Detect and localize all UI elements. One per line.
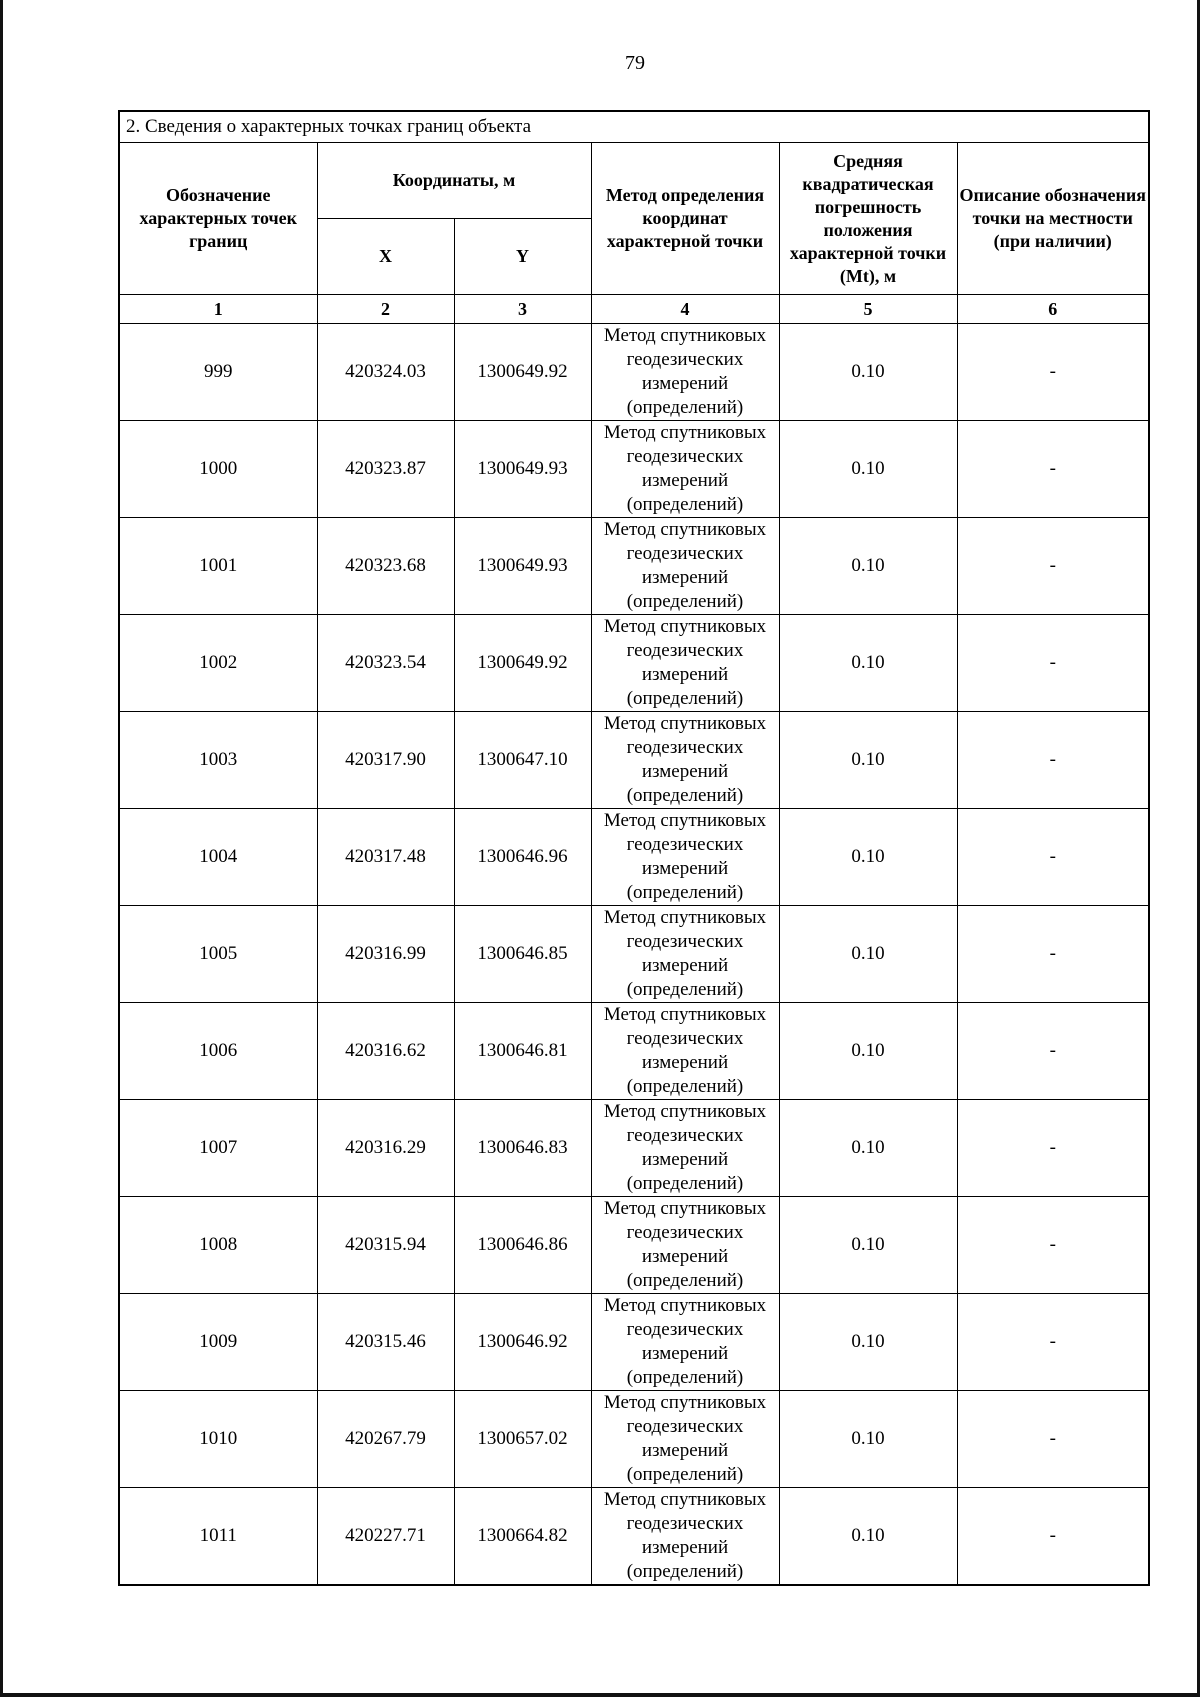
table-row xyxy=(119,712,1149,809)
table-row xyxy=(119,1100,1149,1197)
mean-square-error: 0.10 xyxy=(779,518,957,615)
point-description: - xyxy=(957,809,1149,906)
determination-method: Метод спутниковых геодезических измерений (определений) xyxy=(591,1197,779,1294)
point-description: - xyxy=(957,1197,1149,1294)
point-designation: 1002 xyxy=(119,615,317,712)
coordinate-x: 420317.90 xyxy=(317,712,454,809)
header-x: X xyxy=(317,219,454,295)
point-designation: 1007 xyxy=(119,1100,317,1197)
point-description: - xyxy=(957,1488,1149,1586)
page-number: 79 xyxy=(625,52,645,74)
coordinate-x: 420316.62 xyxy=(317,1003,454,1100)
coordinate-y: 1300649.92 xyxy=(454,324,591,421)
column-number: 1 xyxy=(119,295,317,324)
determination-method: Метод спутниковых геодезических измерений (определений) xyxy=(591,1294,779,1391)
header-description: Описание обозначения точки на местности (при наличии) xyxy=(957,143,1149,295)
point-designation: 1003 xyxy=(119,712,317,809)
coordinate-y: 1300646.86 xyxy=(454,1197,591,1294)
table-row xyxy=(119,1488,1149,1586)
point-description: - xyxy=(957,1294,1149,1391)
table-row xyxy=(119,1391,1149,1488)
point-description: - xyxy=(957,324,1149,421)
point-designation: 1006 xyxy=(119,1003,317,1100)
coordinate-x: 420267.79 xyxy=(317,1391,454,1488)
column-number: 3 xyxy=(454,295,591,324)
coordinate-x: 420316.29 xyxy=(317,1100,454,1197)
point-description: - xyxy=(957,1391,1149,1488)
point-description: - xyxy=(957,1100,1149,1197)
coordinate-y: 1300646.85 xyxy=(454,906,591,1003)
point-designation: 1009 xyxy=(119,1294,317,1391)
determination-method: Метод спутниковых геодезических измерений (определений) xyxy=(591,615,779,712)
table-row xyxy=(119,518,1149,615)
header-coordinates: Координаты, м xyxy=(317,143,591,219)
determination-method: Метод спутниковых геодезических измерений (определений) xyxy=(591,518,779,615)
coordinate-x: 420227.71 xyxy=(317,1488,454,1586)
column-number: 4 xyxy=(591,295,779,324)
point-description: - xyxy=(957,421,1149,518)
coordinate-x: 420324.03 xyxy=(317,324,454,421)
determination-method: Метод спутниковых геодезических измерений (определений) xyxy=(591,1488,779,1586)
table-row xyxy=(119,421,1149,518)
coordinate-y: 1300646.92 xyxy=(454,1294,591,1391)
determination-method: Метод спутниковых геодезических измерений (определений) xyxy=(591,1003,779,1100)
coordinate-y: 1300664.82 xyxy=(454,1488,591,1586)
coordinate-x: 420323.87 xyxy=(317,421,454,518)
coordinate-y: 1300646.96 xyxy=(454,809,591,906)
header-method: Метод определения координат характерной точки xyxy=(591,143,779,295)
point-designation: 1011 xyxy=(119,1488,317,1586)
scan-border-left xyxy=(0,0,3,1697)
point-designation: 999 xyxy=(119,324,317,421)
coordinate-y: 1300649.92 xyxy=(454,615,591,712)
coordinate-x: 420315.94 xyxy=(317,1197,454,1294)
mean-square-error: 0.10 xyxy=(779,324,957,421)
scan-border-bottom xyxy=(0,1693,1200,1697)
table-title: 2. Сведения о характерных точках границ объекта xyxy=(119,111,1149,143)
mean-square-error: 0.10 xyxy=(779,1197,957,1294)
determination-method: Метод спутниковых геодезических измерений (определений) xyxy=(591,1391,779,1488)
table-row xyxy=(119,324,1149,421)
mean-square-error: 0.10 xyxy=(779,1488,957,1586)
determination-method: Метод спутниковых геодезических измерений (определений) xyxy=(591,324,779,421)
point-description: - xyxy=(957,906,1149,1003)
coordinate-x: 420317.48 xyxy=(317,809,454,906)
point-designation: 1008 xyxy=(119,1197,317,1294)
coordinate-x: 420323.54 xyxy=(317,615,454,712)
coordinate-y: 1300647.10 xyxy=(454,712,591,809)
determination-method: Метод спутниковых геодезических измерений (определений) xyxy=(591,906,779,1003)
column-number: 6 xyxy=(957,295,1149,324)
table-row xyxy=(119,906,1149,1003)
header-y: Y xyxy=(454,219,591,295)
determination-method: Метод спутниковых геодезических измерений (определений) xyxy=(591,421,779,518)
mean-square-error: 0.10 xyxy=(779,712,957,809)
header-designation: Обозначение характерных точек границ xyxy=(119,143,317,295)
point-description: - xyxy=(957,712,1149,809)
mean-square-error: 0.10 xyxy=(779,906,957,1003)
determination-method: Метод спутниковых геодезических измерений (определений) xyxy=(591,809,779,906)
coordinate-x: 420323.68 xyxy=(317,518,454,615)
table-row xyxy=(119,1003,1149,1100)
column-number: 5 xyxy=(779,295,957,324)
mean-square-error: 0.10 xyxy=(779,1003,957,1100)
coordinate-y: 1300646.83 xyxy=(454,1100,591,1197)
coordinate-y: 1300649.93 xyxy=(454,518,591,615)
column-number: 2 xyxy=(317,295,454,324)
coordinate-x: 420315.46 xyxy=(317,1294,454,1391)
point-designation: 1004 xyxy=(119,809,317,906)
mean-square-error: 0.10 xyxy=(779,1294,957,1391)
point-designation: 1005 xyxy=(119,906,317,1003)
table-row xyxy=(119,1294,1149,1391)
determination-method: Метод спутниковых геодезических измерений (определений) xyxy=(591,1100,779,1197)
determination-method: Метод спутниковых геодезических измерений (определений) xyxy=(591,712,779,809)
header-error: Средняя квадратическая погрешность положения характерной точки (Mt), м xyxy=(779,143,957,295)
point-description: - xyxy=(957,518,1149,615)
coordinate-y: 1300649.93 xyxy=(454,421,591,518)
mean-square-error: 0.10 xyxy=(779,1391,957,1488)
coordinate-y: 1300657.02 xyxy=(454,1391,591,1488)
point-description: - xyxy=(957,615,1149,712)
table-row xyxy=(119,615,1149,712)
point-designation: 1001 xyxy=(119,518,317,615)
point-designation: 1010 xyxy=(119,1391,317,1488)
mean-square-error: 0.10 xyxy=(779,809,957,906)
boundary-points-table xyxy=(118,110,1150,1586)
mean-square-error: 0.10 xyxy=(779,421,957,518)
mean-square-error: 0.10 xyxy=(779,615,957,712)
coordinate-y: 1300646.81 xyxy=(454,1003,591,1100)
table-row xyxy=(119,1197,1149,1294)
table-row xyxy=(119,809,1149,906)
mean-square-error: 0.10 xyxy=(779,1100,957,1197)
point-designation: 1000 xyxy=(119,421,317,518)
point-description: - xyxy=(957,1003,1149,1100)
coordinate-x: 420316.99 xyxy=(317,906,454,1003)
